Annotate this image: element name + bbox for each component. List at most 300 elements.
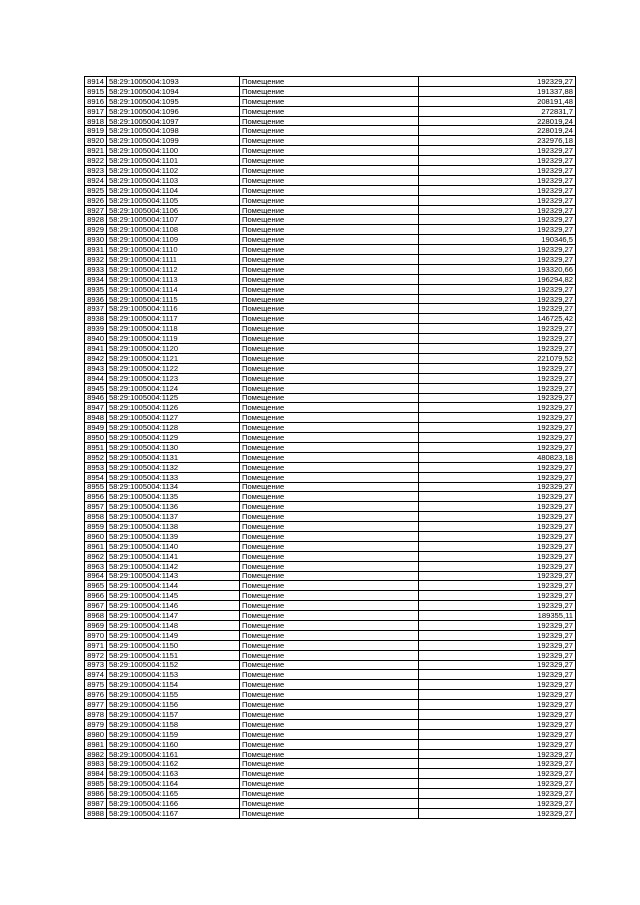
table-row xyxy=(85,77,576,87)
table-row xyxy=(85,512,576,522)
cadastral-value-cell: 228019,24 xyxy=(419,116,576,126)
cadastral-value-cell: 192329,27 xyxy=(419,304,576,314)
cadastral-value-cell: 192329,27 xyxy=(419,403,576,413)
row-number-cell: 8948 xyxy=(85,413,107,423)
row-number-cell: 8920 xyxy=(85,136,107,146)
object-type-cell: Помещение xyxy=(240,96,419,106)
row-number-cell: 8956 xyxy=(85,492,107,502)
row-number-cell: 8972 xyxy=(85,650,107,660)
row-number-cell: 8973 xyxy=(85,660,107,670)
row-number-cell: 8945 xyxy=(85,383,107,393)
object-type-cell: Помещение xyxy=(240,126,419,136)
object-type-cell: Помещение xyxy=(240,700,419,710)
cadastral-value-cell: 192329,27 xyxy=(419,363,576,373)
object-type-cell: Помещение xyxy=(240,541,419,551)
object-type-cell: Помещение xyxy=(240,729,419,739)
table-row xyxy=(85,146,576,156)
object-type-cell: Помещение xyxy=(240,779,419,789)
row-number-cell: 8951 xyxy=(85,442,107,452)
cadastral-value-cell: 192329,27 xyxy=(419,769,576,779)
object-type-cell: Помещение xyxy=(240,136,419,146)
cadastral-number-cell: 58:29:1005004:1104 xyxy=(107,185,240,195)
cadastral-value-cell: 228019,24 xyxy=(419,126,576,136)
table-row xyxy=(85,502,576,512)
cadastral-number-cell: 58:29:1005004:1138 xyxy=(107,522,240,532)
cadastral-number-cell: 58:29:1005004:1130 xyxy=(107,442,240,452)
table-row xyxy=(85,611,576,621)
cadastral-number-cell: 58:29:1005004:1162 xyxy=(107,759,240,769)
object-type-cell: Помещение xyxy=(240,245,419,255)
cadastral-number-cell: 58:29:1005004:1131 xyxy=(107,452,240,462)
row-number-cell: 8971 xyxy=(85,640,107,650)
cadastral-number-cell: 58:29:1005004:1119 xyxy=(107,334,240,344)
cadastral-number-cell: 58:29:1005004:1132 xyxy=(107,462,240,472)
cadastral-number-cell: 58:29:1005004:1101 xyxy=(107,156,240,166)
cadastral-value-cell: 192329,27 xyxy=(419,650,576,660)
object-type-cell: Помещение xyxy=(240,749,419,759)
row-number-cell: 8935 xyxy=(85,284,107,294)
object-type-cell: Помещение xyxy=(240,353,419,363)
cadastral-value-cell: 192329,27 xyxy=(419,344,576,354)
object-type-cell: Помещение xyxy=(240,650,419,660)
object-type-cell: Помещение xyxy=(240,571,419,581)
table-row xyxy=(85,640,576,650)
cadastral-number-cell: 58:29:1005004:1148 xyxy=(107,620,240,630)
table-row xyxy=(85,690,576,700)
cadastral-number-cell: 58:29:1005004:1102 xyxy=(107,166,240,176)
cadastral-value-cell: 192329,27 xyxy=(419,462,576,472)
table-row xyxy=(85,274,576,284)
cadastral-number-cell: 58:29:1005004:1113 xyxy=(107,274,240,284)
row-number-cell: 8936 xyxy=(85,294,107,304)
object-type-cell: Помещение xyxy=(240,324,419,334)
row-number-cell: 8965 xyxy=(85,581,107,591)
cadastral-value-cell: 208191,48 xyxy=(419,96,576,106)
table-row xyxy=(85,808,576,818)
object-type-cell: Помещение xyxy=(240,452,419,462)
row-number-cell: 8988 xyxy=(85,808,107,818)
cadastral-value-cell: 192329,27 xyxy=(419,442,576,452)
table-row xyxy=(85,522,576,532)
object-type-cell: Помещение xyxy=(240,235,419,245)
cadastral-number-cell: 58:29:1005004:1149 xyxy=(107,630,240,640)
table-row xyxy=(85,314,576,324)
row-number-cell: 8963 xyxy=(85,561,107,571)
object-type-cell: Помещение xyxy=(240,522,419,532)
cadastral-number-cell: 58:29:1005004:1160 xyxy=(107,739,240,749)
cadastral-number-cell: 58:29:1005004:1163 xyxy=(107,769,240,779)
table-row xyxy=(85,729,576,739)
row-number-cell: 8968 xyxy=(85,611,107,621)
row-number-cell: 8921 xyxy=(85,146,107,156)
cadastral-number-cell: 58:29:1005004:1161 xyxy=(107,749,240,759)
table-row xyxy=(85,452,576,462)
cadastral-value-cell: 192329,27 xyxy=(419,680,576,690)
cadastral-number-cell: 58:29:1005004:1114 xyxy=(107,284,240,294)
object-type-cell: Помещение xyxy=(240,215,419,225)
row-number-cell: 8978 xyxy=(85,710,107,720)
cadastral-value-cell: 192329,27 xyxy=(419,729,576,739)
table-row xyxy=(85,215,576,225)
cadastral-number-cell: 58:29:1005004:1115 xyxy=(107,294,240,304)
table-row xyxy=(85,660,576,670)
row-number-cell: 8931 xyxy=(85,245,107,255)
row-number-cell: 8940 xyxy=(85,334,107,344)
cadastral-number-cell: 58:29:1005004:1142 xyxy=(107,561,240,571)
cadastral-number-cell: 58:29:1005004:1159 xyxy=(107,729,240,739)
cadastral-value-cell: 221079,52 xyxy=(419,353,576,363)
object-type-cell: Помещение xyxy=(240,502,419,512)
cadastral-number-cell: 58:29:1005004:1140 xyxy=(107,541,240,551)
row-number-cell: 8959 xyxy=(85,522,107,532)
table-row xyxy=(85,264,576,274)
table-row xyxy=(85,344,576,354)
object-type-cell: Помещение xyxy=(240,561,419,571)
cadastral-value-cell: 192329,27 xyxy=(419,808,576,818)
cadastral-value-cell: 192329,27 xyxy=(419,334,576,344)
row-number-cell: 8926 xyxy=(85,195,107,205)
object-type-cell: Помещение xyxy=(240,601,419,611)
table-row xyxy=(85,403,576,413)
table-row xyxy=(85,571,576,581)
cadastral-value-cell: 193320,66 xyxy=(419,264,576,274)
object-type-cell: Помещение xyxy=(240,106,419,116)
cadastral-number-cell: 58:29:1005004:1158 xyxy=(107,719,240,729)
cadastral-value-cell: 192329,27 xyxy=(419,284,576,294)
table-row xyxy=(85,710,576,720)
object-type-cell: Помещение xyxy=(240,383,419,393)
row-number-cell: 8976 xyxy=(85,690,107,700)
row-number-cell: 8984 xyxy=(85,769,107,779)
table-row xyxy=(85,442,576,452)
cadastral-value-cell: 192329,27 xyxy=(419,690,576,700)
cadastral-value-cell: 192329,27 xyxy=(419,789,576,799)
row-number-cell: 8938 xyxy=(85,314,107,324)
object-type-cell: Помещение xyxy=(240,551,419,561)
cadastral-number-cell: 58:29:1005004:1097 xyxy=(107,116,240,126)
cadastral-number-cell: 58:29:1005004:1124 xyxy=(107,383,240,393)
cadastral-value-table xyxy=(84,76,576,819)
cadastral-value-cell: 192329,27 xyxy=(419,215,576,225)
cadastral-number-cell: 58:29:1005004:1143 xyxy=(107,571,240,581)
row-number-cell: 8986 xyxy=(85,789,107,799)
row-number-cell: 8975 xyxy=(85,680,107,690)
object-type-cell: Помещение xyxy=(240,462,419,472)
table-row xyxy=(85,433,576,443)
cadastral-value-cell: 192329,27 xyxy=(419,799,576,809)
cadastral-value-cell: 232976,18 xyxy=(419,136,576,146)
cadastral-number-cell: 58:29:1005004:1165 xyxy=(107,789,240,799)
table-row xyxy=(85,630,576,640)
table-row xyxy=(85,353,576,363)
cadastral-value-cell: 192329,27 xyxy=(419,630,576,640)
object-type-cell: Помещение xyxy=(240,630,419,640)
cadastral-value-cell: 192329,27 xyxy=(419,660,576,670)
table-row xyxy=(85,482,576,492)
object-type-cell: Помещение xyxy=(240,512,419,522)
cadastral-number-cell: 58:29:1005004:1150 xyxy=(107,640,240,650)
table-row xyxy=(85,126,576,136)
table-row xyxy=(85,472,576,482)
table-row xyxy=(85,363,576,373)
row-number-cell: 8943 xyxy=(85,363,107,373)
table-row xyxy=(85,620,576,630)
cadastral-value-cell: 192329,27 xyxy=(419,294,576,304)
cadastral-value-cell: 192329,27 xyxy=(419,195,576,205)
row-number-cell: 8934 xyxy=(85,274,107,284)
cadastral-value-cell: 192329,27 xyxy=(419,413,576,423)
cadastral-number-cell: 58:29:1005004:1125 xyxy=(107,393,240,403)
row-number-cell: 8982 xyxy=(85,749,107,759)
cadastral-number-cell: 58:29:1005004:1123 xyxy=(107,373,240,383)
object-type-cell: Помещение xyxy=(240,472,419,482)
cadastral-number-cell: 58:29:1005004:1167 xyxy=(107,808,240,818)
table-row xyxy=(85,581,576,591)
row-number-cell: 8981 xyxy=(85,739,107,749)
row-number-cell: 8916 xyxy=(85,96,107,106)
object-type-cell: Помещение xyxy=(240,531,419,541)
object-type-cell: Помещение xyxy=(240,195,419,205)
table-row xyxy=(85,185,576,195)
row-number-cell: 8949 xyxy=(85,423,107,433)
object-type-cell: Помещение xyxy=(240,492,419,502)
table-row xyxy=(85,284,576,294)
cadastral-number-cell: 58:29:1005004:1118 xyxy=(107,324,240,334)
row-number-cell: 8967 xyxy=(85,601,107,611)
row-number-cell: 8957 xyxy=(85,502,107,512)
table-row xyxy=(85,749,576,759)
table-row xyxy=(85,739,576,749)
row-number-cell: 8987 xyxy=(85,799,107,809)
table-row xyxy=(85,541,576,551)
cadastral-value-cell: 192329,27 xyxy=(419,156,576,166)
object-type-cell: Помещение xyxy=(240,284,419,294)
cadastral-value-cell: 191337,88 xyxy=(419,86,576,96)
cadastral-number-cell: 58:29:1005004:1100 xyxy=(107,146,240,156)
object-type-cell: Помещение xyxy=(240,403,419,413)
object-type-cell: Помещение xyxy=(240,274,419,284)
row-number-cell: 8946 xyxy=(85,393,107,403)
row-number-cell: 8950 xyxy=(85,433,107,443)
table-row xyxy=(85,719,576,729)
cadastral-value-cell: 192329,27 xyxy=(419,739,576,749)
object-type-cell: Помещение xyxy=(240,363,419,373)
cadastral-number-cell: 58:29:1005004:1134 xyxy=(107,482,240,492)
cadastral-value-cell: 192329,27 xyxy=(419,146,576,156)
cadastral-number-cell: 58:29:1005004:1094 xyxy=(107,86,240,96)
table-row xyxy=(85,759,576,769)
object-type-cell: Помещение xyxy=(240,799,419,809)
row-number-cell: 8922 xyxy=(85,156,107,166)
object-type-cell: Помещение xyxy=(240,373,419,383)
table-row xyxy=(85,492,576,502)
object-type-cell: Помещение xyxy=(240,116,419,126)
row-number-cell: 8980 xyxy=(85,729,107,739)
table-row xyxy=(85,680,576,690)
row-number-cell: 8925 xyxy=(85,185,107,195)
cadastral-value-cell: 192329,27 xyxy=(419,502,576,512)
cadastral-number-cell: 58:29:1005004:1157 xyxy=(107,710,240,720)
row-number-cell: 8924 xyxy=(85,175,107,185)
table-row xyxy=(85,462,576,472)
table-row xyxy=(85,700,576,710)
cadastral-number-cell: 58:29:1005004:1120 xyxy=(107,344,240,354)
object-type-cell: Помещение xyxy=(240,334,419,344)
table-row xyxy=(85,591,576,601)
row-number-cell: 8944 xyxy=(85,373,107,383)
object-type-cell: Помещение xyxy=(240,413,419,423)
table-row xyxy=(85,551,576,561)
row-number-cell: 8918 xyxy=(85,116,107,126)
cadastral-value-cell: 192329,27 xyxy=(419,601,576,611)
cadastral-value-cell: 192329,27 xyxy=(419,571,576,581)
cadastral-value-cell: 192329,27 xyxy=(419,591,576,601)
cadastral-number-cell: 58:29:1005004:1103 xyxy=(107,175,240,185)
cadastral-value-cell: 192329,27 xyxy=(419,433,576,443)
table-row xyxy=(85,166,576,176)
cadastral-value-cell: 192329,27 xyxy=(419,749,576,759)
table-body xyxy=(85,77,576,819)
cadastral-number-cell: 58:29:1005004:1096 xyxy=(107,106,240,116)
cadastral-value-cell: 192329,27 xyxy=(419,779,576,789)
row-number-cell: 8953 xyxy=(85,462,107,472)
cadastral-number-cell: 58:29:1005004:1116 xyxy=(107,304,240,314)
row-number-cell: 8964 xyxy=(85,571,107,581)
cadastral-number-cell: 58:29:1005004:1147 xyxy=(107,611,240,621)
cadastral-number-cell: 58:29:1005004:1146 xyxy=(107,601,240,611)
cadastral-number-cell: 58:29:1005004:1117 xyxy=(107,314,240,324)
cadastral-value-cell: 192329,27 xyxy=(419,205,576,215)
cadastral-value-cell: 192329,27 xyxy=(419,492,576,502)
cadastral-number-cell: 58:29:1005004:1141 xyxy=(107,551,240,561)
cadastral-number-cell: 58:29:1005004:1108 xyxy=(107,225,240,235)
table-row xyxy=(85,393,576,403)
cadastral-number-cell: 58:29:1005004:1139 xyxy=(107,531,240,541)
table-row xyxy=(85,156,576,166)
cadastral-number-cell: 58:29:1005004:1166 xyxy=(107,799,240,809)
cadastral-number-cell: 58:29:1005004:1136 xyxy=(107,502,240,512)
table-row xyxy=(85,383,576,393)
cadastral-number-cell: 58:29:1005004:1121 xyxy=(107,353,240,363)
cadastral-value-cell: 189355,11 xyxy=(419,611,576,621)
cadastral-value-cell: 192329,27 xyxy=(419,670,576,680)
cadastral-number-cell: 58:29:1005004:1105 xyxy=(107,195,240,205)
cadastral-value-cell: 192329,27 xyxy=(419,541,576,551)
row-number-cell: 8962 xyxy=(85,551,107,561)
object-type-cell: Помещение xyxy=(240,344,419,354)
row-number-cell: 8961 xyxy=(85,541,107,551)
object-type-cell: Помещение xyxy=(240,166,419,176)
object-type-cell: Помещение xyxy=(240,264,419,274)
cadastral-value-cell: 192329,27 xyxy=(419,225,576,235)
row-number-cell: 8970 xyxy=(85,630,107,640)
cadastral-value-cell: 192329,27 xyxy=(419,175,576,185)
object-type-cell: Помещение xyxy=(240,670,419,680)
cadastral-value-cell: 192329,27 xyxy=(419,710,576,720)
cadastral-value-cell: 480823,18 xyxy=(419,452,576,462)
cadastral-value-cell: 146725,42 xyxy=(419,314,576,324)
table-row xyxy=(85,195,576,205)
row-number-cell: 8932 xyxy=(85,255,107,265)
table-row xyxy=(85,86,576,96)
cadastral-number-cell: 58:29:1005004:1098 xyxy=(107,126,240,136)
cadastral-value-cell: 196294,82 xyxy=(419,274,576,284)
object-type-cell: Помещение xyxy=(240,294,419,304)
row-number-cell: 8952 xyxy=(85,452,107,462)
row-number-cell: 8915 xyxy=(85,86,107,96)
row-number-cell: 8955 xyxy=(85,482,107,492)
table-row xyxy=(85,96,576,106)
cadastral-value-cell: 192329,27 xyxy=(419,620,576,630)
cadastral-value-cell: 192329,27 xyxy=(419,551,576,561)
row-number-cell: 8942 xyxy=(85,353,107,363)
object-type-cell: Помещение xyxy=(240,620,419,630)
cadastral-value-cell: 192329,27 xyxy=(419,719,576,729)
table-row xyxy=(85,304,576,314)
row-number-cell: 8933 xyxy=(85,264,107,274)
object-type-cell: Помещение xyxy=(240,710,419,720)
table-row xyxy=(85,324,576,334)
cadastral-number-cell: 58:29:1005004:1128 xyxy=(107,423,240,433)
table-row xyxy=(85,175,576,185)
cadastral-number-cell: 58:29:1005004:1152 xyxy=(107,660,240,670)
cadastral-number-cell: 58:29:1005004:1153 xyxy=(107,670,240,680)
object-type-cell: Помещение xyxy=(240,611,419,621)
row-number-cell: 8958 xyxy=(85,512,107,522)
row-number-cell: 8917 xyxy=(85,106,107,116)
table-row xyxy=(85,601,576,611)
cadastral-number-cell: 58:29:1005004:1126 xyxy=(107,403,240,413)
cadastral-number-cell: 58:29:1005004:1110 xyxy=(107,245,240,255)
table-row xyxy=(85,670,576,680)
cadastral-value-cell: 192329,27 xyxy=(419,393,576,403)
object-type-cell: Помещение xyxy=(240,314,419,324)
row-number-cell: 8914 xyxy=(85,77,107,87)
row-number-cell: 8985 xyxy=(85,779,107,789)
cadastral-number-cell: 58:29:1005004:1145 xyxy=(107,591,240,601)
cadastral-value-cell: 190346,5 xyxy=(419,235,576,245)
object-type-cell: Помещение xyxy=(240,482,419,492)
object-type-cell: Помещение xyxy=(240,581,419,591)
cadastral-number-cell: 58:29:1005004:1156 xyxy=(107,700,240,710)
cadastral-number-cell: 58:29:1005004:1122 xyxy=(107,363,240,373)
table-row xyxy=(85,799,576,809)
object-type-cell: Помещение xyxy=(240,769,419,779)
object-type-cell: Помещение xyxy=(240,660,419,670)
object-type-cell: Помещение xyxy=(240,86,419,96)
row-number-cell: 8919 xyxy=(85,126,107,136)
object-type-cell: Помещение xyxy=(240,640,419,650)
row-number-cell: 8941 xyxy=(85,344,107,354)
table-row xyxy=(85,531,576,541)
cadastral-value-cell: 192329,27 xyxy=(419,166,576,176)
cadastral-number-cell: 58:29:1005004:1129 xyxy=(107,433,240,443)
row-number-cell: 8947 xyxy=(85,403,107,413)
row-number-cell: 8966 xyxy=(85,591,107,601)
table-row xyxy=(85,106,576,116)
object-type-cell: Помещение xyxy=(240,680,419,690)
table-row xyxy=(85,235,576,245)
cadastral-number-cell: 58:29:1005004:1137 xyxy=(107,512,240,522)
table-row xyxy=(85,136,576,146)
cadastral-value-cell: 192329,27 xyxy=(419,324,576,334)
table-row xyxy=(85,245,576,255)
cadastral-number-cell: 58:29:1005004:1106 xyxy=(107,205,240,215)
cadastral-number-cell: 58:29:1005004:1151 xyxy=(107,650,240,660)
object-type-cell: Помещение xyxy=(240,808,419,818)
object-type-cell: Помещение xyxy=(240,690,419,700)
cadastral-number-cell: 58:29:1005004:1127 xyxy=(107,413,240,423)
